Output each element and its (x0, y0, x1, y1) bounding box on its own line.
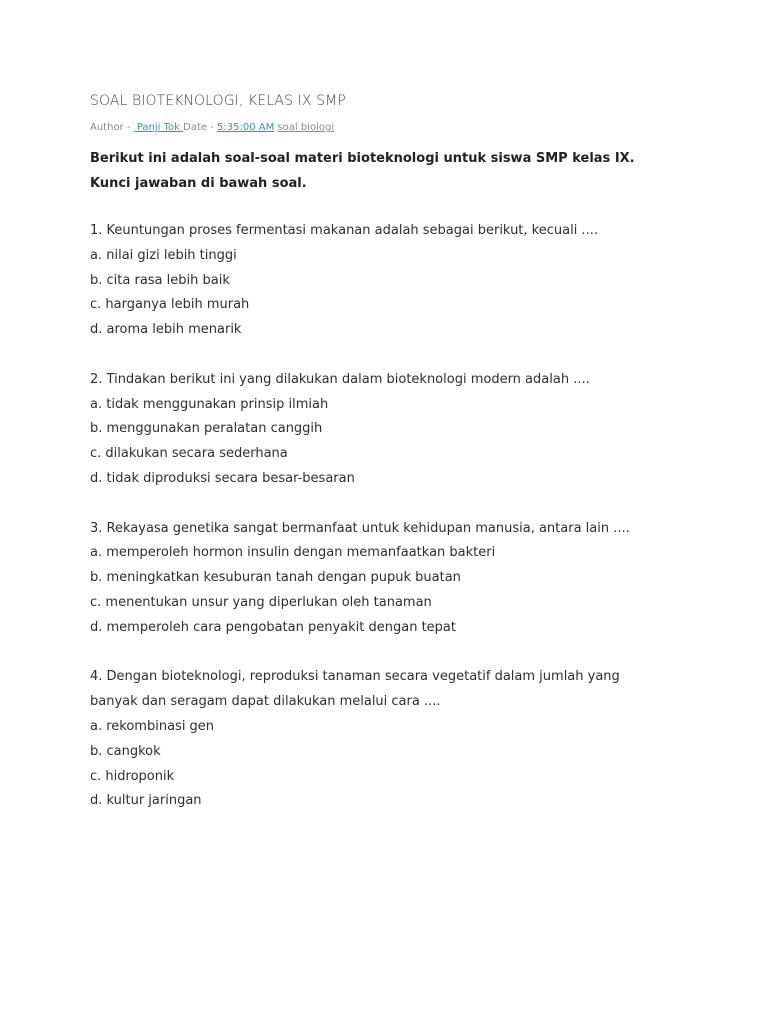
question-stem: 2. Tindakan berikut ini yang dilakukan dalam bioteknologi modern adalah .... (90, 371, 590, 387)
question-stem: 4. Dengan bioteknologi, reproduksi tanaman secara vegetatif dalam jumlah yang (90, 669, 620, 685)
answer-option: c. harganya lebih murah (90, 297, 250, 313)
answer-option: a. tidak menggunakan prinsip ilmiah (90, 396, 329, 412)
answer-option: b. cangkok (90, 743, 161, 759)
answer-option: a. rekombinasi gen (90, 718, 215, 734)
question-item (90, 517, 710, 641)
intro-line: Kunci jawaban di bawah soal. (90, 176, 307, 191)
answer-option: d. aroma lebih menarik (90, 322, 242, 338)
intro-line: Berikut ini adalah soal-soal materi bioteknologi untuk siswa SMP kelas IX. (90, 151, 635, 166)
question-stem: banyak dan seragam dapat dilakukan melalui cara .... (90, 694, 441, 710)
question-list (90, 219, 710, 839)
answer-option: b. meningkatkan kesuburan tanah dengan pupuk buatan (90, 570, 461, 586)
question-item (90, 219, 710, 343)
answer-option: b. menggunakan peralatan canggih (90, 421, 323, 437)
question-stem: 3. Rekayasa genetika sangat bermanfaat untuk kehidupan manusia, antara lain .... (90, 520, 630, 536)
post-title: SOAL BIOTEKNOLOGI, KELAS IX SMP (90, 93, 346, 109)
date-prefix: Date - (183, 122, 214, 133)
answer-option: a. memperoleh hormon insulin dengan memanfaatkan bakteri (90, 545, 496, 561)
post-intro (90, 146, 710, 196)
author-link[interactable]: Panji Tok (136, 122, 180, 133)
question-item (90, 368, 710, 492)
answer-option: d. tidak diproduksi secara besar-besaran (90, 470, 355, 486)
question-item (90, 665, 710, 814)
author-prefix: Author - (90, 122, 131, 133)
answer-option: c. menentukan unsur yang diperlukan oleh tanaman (90, 594, 432, 610)
label-link[interactable]: soal biologi (277, 122, 335, 133)
answer-option: d. memperoleh cara pengobatan penyakit dengan tepat (90, 619, 456, 635)
answer-option: b. cita rasa lebih baik (90, 272, 230, 288)
question-stem: 1. Keuntungan proses fermentasi makanan adalah sebagai berikut, kecuali .... (90, 223, 598, 238)
post-meta (90, 122, 334, 133)
answer-option: c. hidroponik (90, 768, 175, 784)
answer-option: a. nilai gizi lebih tinggi (90, 247, 237, 263)
post-time-link[interactable]: 5:35:00 AM (217, 122, 275, 133)
answer-option: d. kultur jaringan (90, 793, 202, 809)
answer-option: c. dilakukan secara sederhana (90, 446, 288, 462)
